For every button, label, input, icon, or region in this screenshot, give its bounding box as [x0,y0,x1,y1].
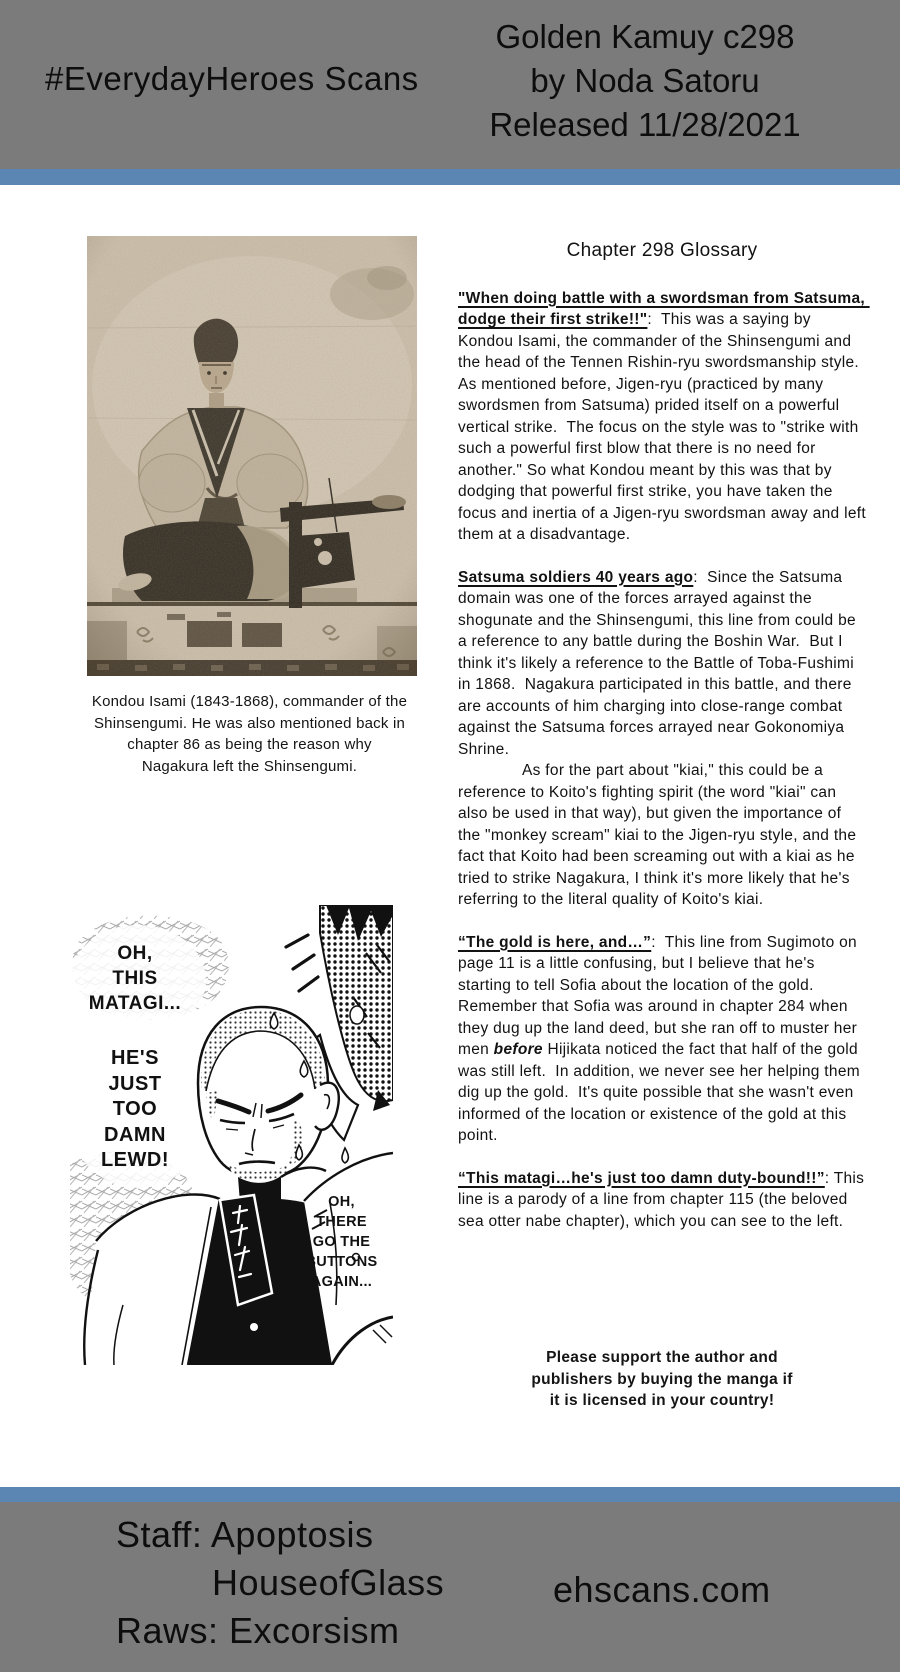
entry-body: This was a saying by Kondou Isami, the commander of the Shinsengumi and the head of the Tennen Rishin-ryu swordsmanship style. As mentioned before, Jigen-ryu (practiced by many swordsmen from Satsuma) prided itself on a powerful vertical strike. The focus on the style was to "strike with such a powerful first blow that there is no need for another." So what Kondou meant by this was that by dodging that powerful first strike, you have taken the focus and inertia of a Jigen-ryu swordsman away and left them at a disadvantage. [458,311,871,543]
title-line-date: Released 11/28/2021 [489,106,801,143]
glossary-entry-matagi [458,1168,869,1233]
divider-stripe-bottom [0,1487,900,1502]
speech-line: AGAIN... [310,1274,373,1290]
entry-body: Since the Satsuma domain was one of the forces arrayed against the shogunate and the Shinsengumi, this line from could be a reference to any battle during the Boshin War. But I think it's likely a reference to the Battle of Toba-Fushimi in 1868. Nagakura participated in this battle, and there are accounts of him charging into close-range combat against the Satsuma forces arrayed near Gokonomiya Shrine. [458,568,861,758]
entry-separator: : [647,311,661,328]
speech-line: TOO [112,1098,158,1120]
speech-line: OH, [328,1194,355,1210]
raws-credit: Raws: Excorsism [116,1610,400,1651]
caption-line: chapter 86 as being the reason why [127,736,372,753]
speech-text-lewd [70,1046,200,1174]
speech-line: DAMN [104,1123,166,1146]
staff-credit-second: HouseofGlass [212,1562,445,1603]
title-line-author: by Noda Satoru [530,62,760,99]
entry-emphasis: before [493,1041,543,1058]
speech-line: HE'S [111,1047,159,1069]
caption-line: Kondou Isami (1843-1868), commander of the [91,693,408,710]
scan-group-name: #EverydayHeroes Scans [45,60,419,97]
speech-line: MATAGI... [88,993,182,1014]
speech-line: THERE [316,1214,367,1230]
kondou-isami-photo [87,236,417,676]
entry-body: Hijikata noticed the fact that half of the gold was still left. In addition, we never see her helping them dig up the gold. It's quite possible that she wasn't even informed of the location or existence of the gold at this point. [458,1041,865,1144]
entry-separator: : [693,568,708,586]
entry-heading: “This matagi…he's just too damn duty-bound!!” [458,1169,825,1187]
entry-heading: “The gold is here, and…” [458,933,652,951]
glossary-entry-satsuma-soldiers [458,567,866,911]
entry-body: This line is a parody of a line from chapter 115 (the beloved sea otter nabe chapter), which you can see to the left. [458,1169,869,1230]
glossary-title: Chapter 298 Glossary [566,240,758,261]
tanigaki-face [198,1007,348,1181]
support-line: it is licensed in your country! [549,1392,775,1409]
entry-separator: : [651,933,665,951]
manga-panel [68,905,393,1365]
speech-line: LEWD! [100,1149,170,1171]
entry-body: This line from Sugimoto on page 11 is a little confusing, but I believe that he's starting to tell Sofia about the location of the gold. Remember that Sofia was around in chapter 284 when they dug up the land deed, but she ran off to muster her men [458,933,862,1058]
entry-body-continued: As for the part about "kiai," this could be a reference to Koito's fighting spirit (the word "kiai" can also be used in that way), but given the importance of the "monkey scream" kiai to the Jigen-ryu style, and the fact that Koito had been screaming out with a kiai as he tried to strike Nagakura, I think it's more likely that he's referring to the literal quality of Koito's kiai. [458,762,861,908]
glossary-column [458,240,871,1253]
divider-stripe-top [0,169,900,185]
caption-line: Nagakura left the Shinsengumi. [141,757,358,775]
title-line-series: Golden Kamuy c298 [495,18,795,55]
surprise-marks [286,935,318,991]
glossary-entry-satsuma-strike [458,288,871,546]
speech-line: GO THE [312,1234,371,1250]
glossary-entry-gold-is-here [458,932,866,1147]
photo-caption [62,691,437,777]
site-url: ehscans.com [553,1569,771,1610]
caption-line: Shinsengumi. He was also mentioned back in [93,714,406,732]
header-band [0,0,900,169]
support-line: Please support the author and [546,1349,778,1366]
entry-separator: : [824,1169,834,1187]
release-title-block [445,15,845,147]
speech-line: JUST [108,1072,162,1095]
footer-band [0,1502,900,1672]
speech-line: OH, [117,943,153,964]
support-line: publishers by buying the manga if [531,1370,793,1388]
staff-credit: Staff: Apoptosis [116,1514,374,1555]
kondou-isami-photo-image [87,236,417,676]
entry-heading: "When doing battle with a swordsman from Satsuma, dodge their first strike!!" [458,289,870,328]
speech-line: THIS [112,968,158,989]
speech-text-lewd-intro [70,941,200,1016]
speech-text-buttons [290,1192,393,1292]
speech-line: BUTTONS [305,1254,378,1270]
entry-heading: Satsuma soldiers 40 years ago [458,568,694,586]
support-note [458,1347,866,1412]
